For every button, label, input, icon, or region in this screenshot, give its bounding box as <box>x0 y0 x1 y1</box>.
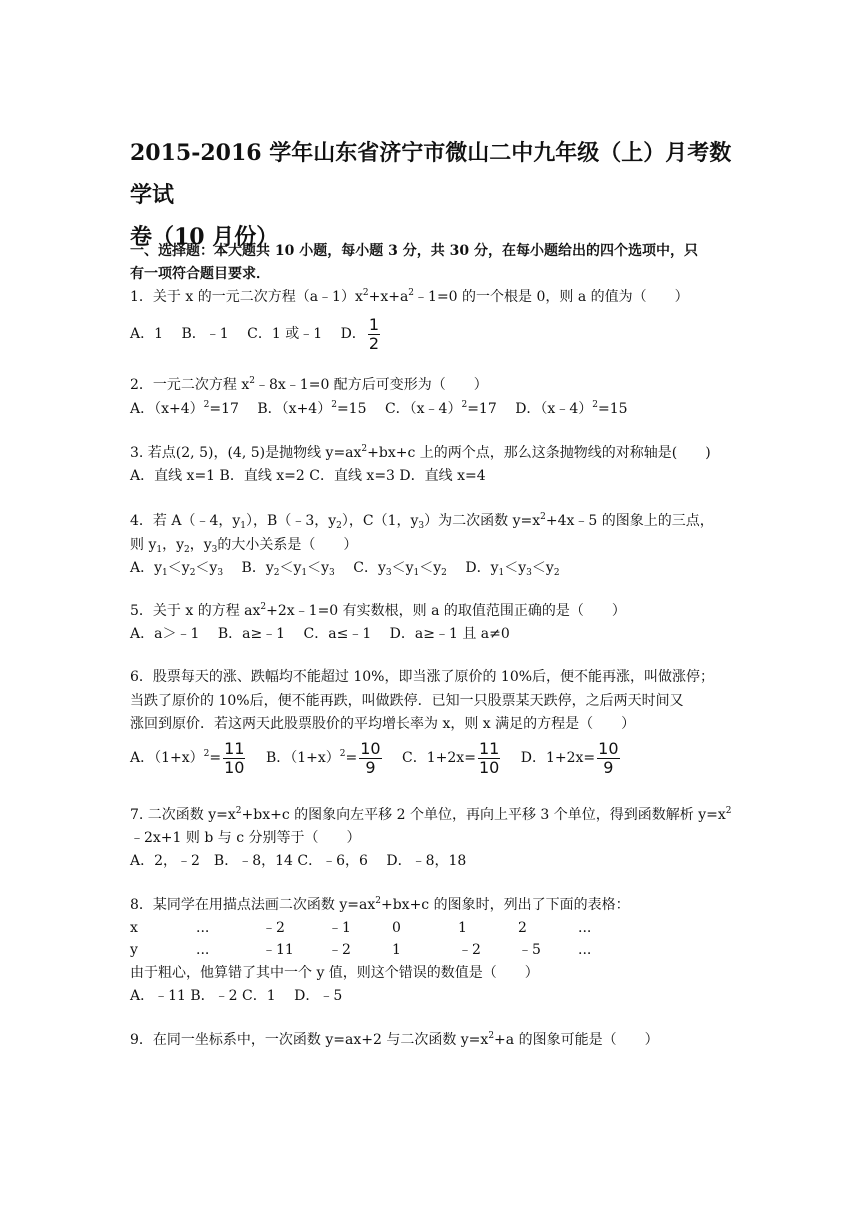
table-cell: ﹣1 <box>328 920 351 936</box>
question-8-line-after: 由于粗心，他算错了其中一个 y 值，则这个错误的数值是（ ） <box>130 965 539 981</box>
q1-option-d: D． $\frac{1}{2}$ <box>340 314 379 353</box>
table-cell: ... <box>578 920 592 936</box>
q6-option-c: C．1+2x= $\frac{11}{10}$ <box>402 738 500 777</box>
question-5-stem: 5．关于 x 的方程 $ax^2+2x﹣1=0$ 有实数根，则 a 的取值范围正确的是（ ） <box>130 602 626 619</box>
question-2-options <box>130 398 628 420</box>
question-9-stem: 9．在同一坐标系中，一次函数 y=ax+2 与二次函数 $y=x^2+a$ 的图象可能是（ ） <box>130 1031 659 1048</box>
q1-option-a: A．1 <box>130 326 164 342</box>
title-line-2: 卷（10 月份） <box>130 224 279 250</box>
q2-option-c: C．（x﹣4）$^2$=17 <box>384 400 497 417</box>
question-8-options: A．﹣11 B．﹣2 C．1 D．﹣5 <box>130 988 343 1004</box>
table-cell: ﹣2 <box>458 942 481 958</box>
table-row-x <box>130 917 618 939</box>
section-heading-line-1: 一、选择题：本大题共 10 小题，每小题 3 分，共 30 分，在每小题给出的四个选项中，只 <box>130 243 698 259</box>
q4-option-a: A．$y_1<y_2<y_3$ <box>130 560 224 578</box>
table-cell: ﹣2 <box>262 920 285 936</box>
question-8-stem: 8．某同学在用描点法画二次函数 $y=ax^2+bx+c$ 的图象时，列出了下面的表格： <box>130 896 630 913</box>
value-table <box>130 917 618 961</box>
question-6-line-1: 6．股票每天的涨、跌幅均不能超过 10%，即当涨了原价的 10%后，便不能再涨，叫做涨停； <box>130 669 715 685</box>
question-6-line-2: 当跌了原价的 10%后，便不能再跌，叫做跌停．已知一只股票某天跌停，之后两天时间又 <box>130 693 684 709</box>
q2-option-b: B．$(x+4)^2=15$ <box>257 400 367 417</box>
question-1-options <box>130 316 382 352</box>
table-cell: ... <box>196 942 210 958</box>
fraction-10-9: $\frac{10}{9}$ <box>598 738 619 777</box>
table-cell: ... <box>196 920 210 936</box>
q2-option-a: A．$(x+4)^2=17$ <box>130 400 239 417</box>
title-line-1: 2015-2016 学年山东省济宁市微山二中九年级（上）月考数学试 <box>130 140 732 208</box>
q6-option-d: D．1+2x= $\frac{10}{9}$ <box>520 738 619 777</box>
q1-option-c: C．1 或﹣1 <box>247 326 323 342</box>
q1-option-b: B．﹣1 <box>181 326 229 342</box>
q2-option-d: D．（x﹣4）$^2$=15 <box>515 400 628 417</box>
table-cell: x <box>130 920 138 936</box>
question-4-options <box>130 557 560 579</box>
table-cell: ... <box>578 942 592 958</box>
question-4-stem-line-2: 则 $y_1$，$y_2$，$y_3$的大小关系是（ ） <box>130 537 358 555</box>
question-3-stem: 3. 若点(2, 5)，(4, 5)是抛物线 $y=ax^2+bx+c$ 上的两个点，那么这条抛物线的对称轴是( ) <box>130 444 711 461</box>
table-cell: 2 <box>518 920 527 936</box>
q4-option-c: C．$y_3<y_1<y_2$ <box>353 560 447 578</box>
table-cell: ﹣5 <box>518 942 541 958</box>
q4-option-d: D．$y_1<y_3<y_2$ <box>465 560 560 578</box>
question-4-stem: 4．若 A（﹣4，$y_1$），B（﹣3，$y_2$），C（1，$y_3$）为二次函数 $y=x^2+4x﹣5$ 的图象上的三点， <box>130 512 714 531</box>
table-row-y <box>130 939 618 961</box>
table-cell: ﹣11 <box>262 942 294 958</box>
question-7-options: A．2，﹣2 B．﹣8，14 C．﹣6，6 D．﹣8，18 <box>130 853 467 869</box>
question-7-stem: 7. 二次函数 $y=x^2+bx+c$ 的图象向左平移 2 个单位，再向上平移 3 个单位，得到函数解析 $y=x^2$ <box>130 806 732 823</box>
q6-option-a: A．$(1+x)^2=$ $\frac{11}{10}$ <box>130 738 245 777</box>
question-3-options: A．直线 x=1 B．直线 x=2 C．直线 x=3 D．直线 x=4 <box>130 468 486 484</box>
fraction-10-9: $\frac{10}{9}$ <box>360 738 381 777</box>
fraction-one-half: $\frac{1}{2}$ <box>368 314 379 353</box>
question-1-stem: 1．关于 x 的一元二次方程$(a﹣1)x^2+x+a^2﹣1=0$ 的一个根是 0，则 a 的值为（ ） <box>130 288 689 305</box>
table-cell: ﹣2 <box>328 942 351 958</box>
table-cell: 1 <box>392 942 401 958</box>
table-cell: y <box>130 942 138 958</box>
q6-option-b: B．$(1+x)^2=$ $\frac{10}{9}$ <box>265 738 381 777</box>
table-cell: 0 <box>392 920 401 936</box>
section-heading-line-2: 有一项符合题目要求． <box>130 266 270 282</box>
table-cell: 1 <box>458 920 467 936</box>
q4-option-b: B．$y_2<y_1<y_3$ <box>241 560 335 578</box>
question-6-line-3: 涨回到原价．若这两天此股票股价的平均增长率为 x，则 x 满足的方程是（ ） <box>130 716 636 732</box>
fraction-11-10: $\frac{11}{10}$ <box>224 738 245 777</box>
question-6-options <box>130 740 622 776</box>
question-2-stem: 2．一元二次方程 $x^2﹣8x﹣1=0$ 配方后可变形为（ ） <box>130 376 488 393</box>
fraction-11-10: $\frac{11}{10}$ <box>478 738 500 777</box>
question-7-stem-line-2: ﹣2x+1 则 b 与 c 分别等于（ ） <box>130 830 361 846</box>
question-5-options: A．a＞﹣1 B．a≥﹣1 C．a≤﹣1 D．a≥﹣1 且 a≠0 <box>130 626 510 642</box>
